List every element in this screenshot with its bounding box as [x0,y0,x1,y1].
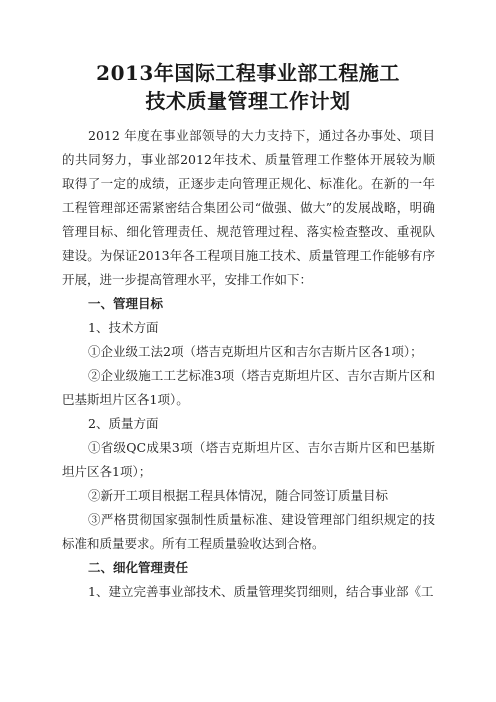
intro-line: 管理目标、细化管理责任、规范管理过程、落实检查整改、重视队 [62,224,435,239]
document-body [62,124,435,604]
intro-line: 取得了一定的成绩，正逐步走向管理正规化、标准化。在新的一年 [62,176,435,191]
document-title-line1: 2013年国际工程事业部工程施工 [96,61,400,85]
list-item: 1、建立完善事业部技术、质量管理奖罚细则，结合事业部《工 [88,584,434,599]
document-title-line2: 技术质量管理工作计划 [145,89,351,113]
intro-line: 的共同努力，事业部2012年技术、质量管理工作整体开展较为顺 [62,152,435,167]
intro-line: 2012 年度在事业部领导的大力支持下，通过各办事处、项目 [88,128,435,143]
subsection-heading: 2、质量方面 [88,416,159,431]
list-item: 坦片区各1项）； [62,464,152,479]
list-item: 巴基斯坦片区各1项）。 [62,392,189,407]
list-item: 标准和质量要求。所有工程质量验收达到合格。 [62,536,325,551]
intro-line: 工程管理部还需紧密结合集团公司“做强、做大”的发展战略，明确 [62,200,435,215]
list-item: ③严格贯彻国家强制性质量标准、建设管理部门组织规定的技 [88,512,435,527]
subsection-heading: 1、技术方面 [88,320,159,335]
intro-line: 开展，进一步提高管理水平，安排工作如下： [62,272,313,287]
list-item: ①企业级工法2项（塔吉克斯坦片区和吉尔吉斯片区各1项）； [88,344,423,359]
list-item: ②新开工项目根据工程具体情况，随合同签订质量目标 [88,488,389,503]
section-heading: 二、细化管理责任 [88,560,189,575]
list-item: ①省级QC成果3项（塔吉克斯坦片区、吉尔吉斯片区和巴基斯 [88,440,435,455]
list-item: ②企业级施工工艺标准3项（塔吉克斯坦片区、吉尔吉斯片区和 [88,368,435,383]
section-heading: 一、管理目标 [88,296,164,311]
intro-line: 建设。为保证2013年各工程项目施工技术、质量管理工作能够有序 [62,248,435,263]
